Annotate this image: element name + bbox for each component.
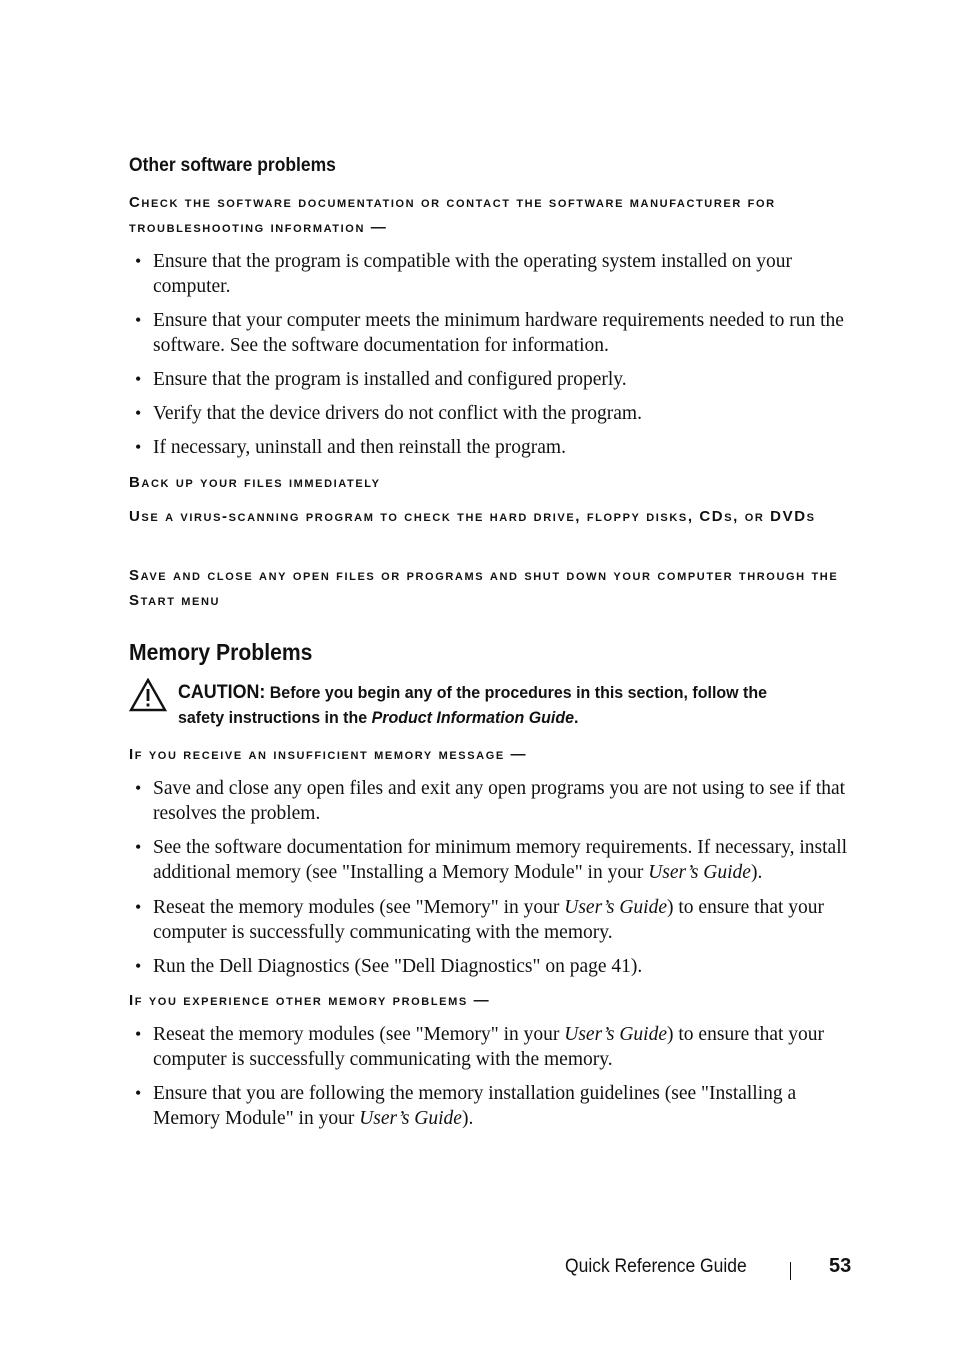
section-title: Memory Problems [129, 639, 313, 665]
list-item-text: ) to ensure that your computer is successfully communicating with the memory. [153, 897, 825, 943]
warning-triangle-icon [129, 678, 167, 712]
list-item: • If necessary, uninstall and then reinstall the program. [129, 435, 855, 460]
backup-heading: Back up your files immediately [129, 474, 381, 491]
list-item-text: Reseat the memory modules (see "Memory" in your [153, 897, 560, 918]
list-item-text: ). [750, 862, 763, 883]
list-item-text: ). [461, 1108, 474, 1129]
caution-text [178, 680, 817, 730]
list-item-text: See the software documentation for minimum memory requirements. If necessary, install additional memory (see "Installing a Memory Module" in your [153, 837, 848, 883]
virus-scan-heading: Use a virus-scanning program to check the hard drive, floppy disks, CDs, or DVDs [129, 508, 816, 525]
list-item-text: Ensure that you are following the memory installation guidelines (see "Installing a Memory Module" in your [153, 1083, 797, 1129]
list-item: • Ensure that your computer meets the minimum hardware requirements needed to run the software. See the software documentation for information. [129, 308, 855, 358]
guide-title: User’s Guide [564, 897, 667, 918]
other-memory-heading: If you experience other memory problems — [129, 992, 491, 1009]
other-memory-list [129, 1022, 855, 1131]
insufficient-memory-list [129, 776, 855, 979]
list-item: • Verify that the device drivers do not conflict with the program. [129, 401, 855, 426]
page-number: 53 [829, 1255, 852, 1277]
list-item-text: Reseat the memory modules (see "Memory" in your [153, 1024, 560, 1045]
footer-divider [790, 1262, 791, 1280]
software-bullet-list [129, 249, 855, 460]
footer-title: Quick Reference Guide [565, 1256, 747, 1277]
list-item: • Ensure that the program is compatible with the operating system installed on your computer. [129, 249, 855, 299]
guide-title: User’s Guide [648, 862, 751, 883]
list-item [129, 895, 855, 945]
guide-title: User’s Guide [564, 1024, 667, 1045]
list-item-text: ) to ensure that your computer is successfully communicating with the memory. [153, 1024, 825, 1070]
subsection-heading: Other software problems [129, 155, 336, 176]
caution-guide-title: Product Information Guide [371, 708, 575, 727]
check-documentation-heading: Check the software documentation or contact the software manufacturer for troubleshooting information — [129, 194, 776, 236]
shutdown-heading: Save and close any open files or programs and shut down your computer through the Start menu [129, 567, 839, 609]
list-item [129, 1081, 855, 1131]
list-item [129, 1022, 855, 1072]
list-item [129, 835, 855, 885]
list-item: • Ensure that the program is installed and configured properly. [129, 367, 855, 392]
list-item: • Save and close any open files and exit any open programs you are not using to see if that resolves the problem. [129, 776, 855, 826]
caution-body: Before you begin any of the procedures in this section, follow the safety instructions in the [178, 683, 767, 727]
caution-label: CAUTION: [178, 682, 266, 703]
guide-title: User’s Guide [359, 1108, 462, 1129]
caution-period: . [574, 708, 579, 727]
list-item: • Run the Dell Diagnostics (See "Dell Diagnostics" on page 41). [129, 954, 855, 979]
insufficient-memory-heading: If you receive an insufficient memory message — [129, 746, 528, 763]
